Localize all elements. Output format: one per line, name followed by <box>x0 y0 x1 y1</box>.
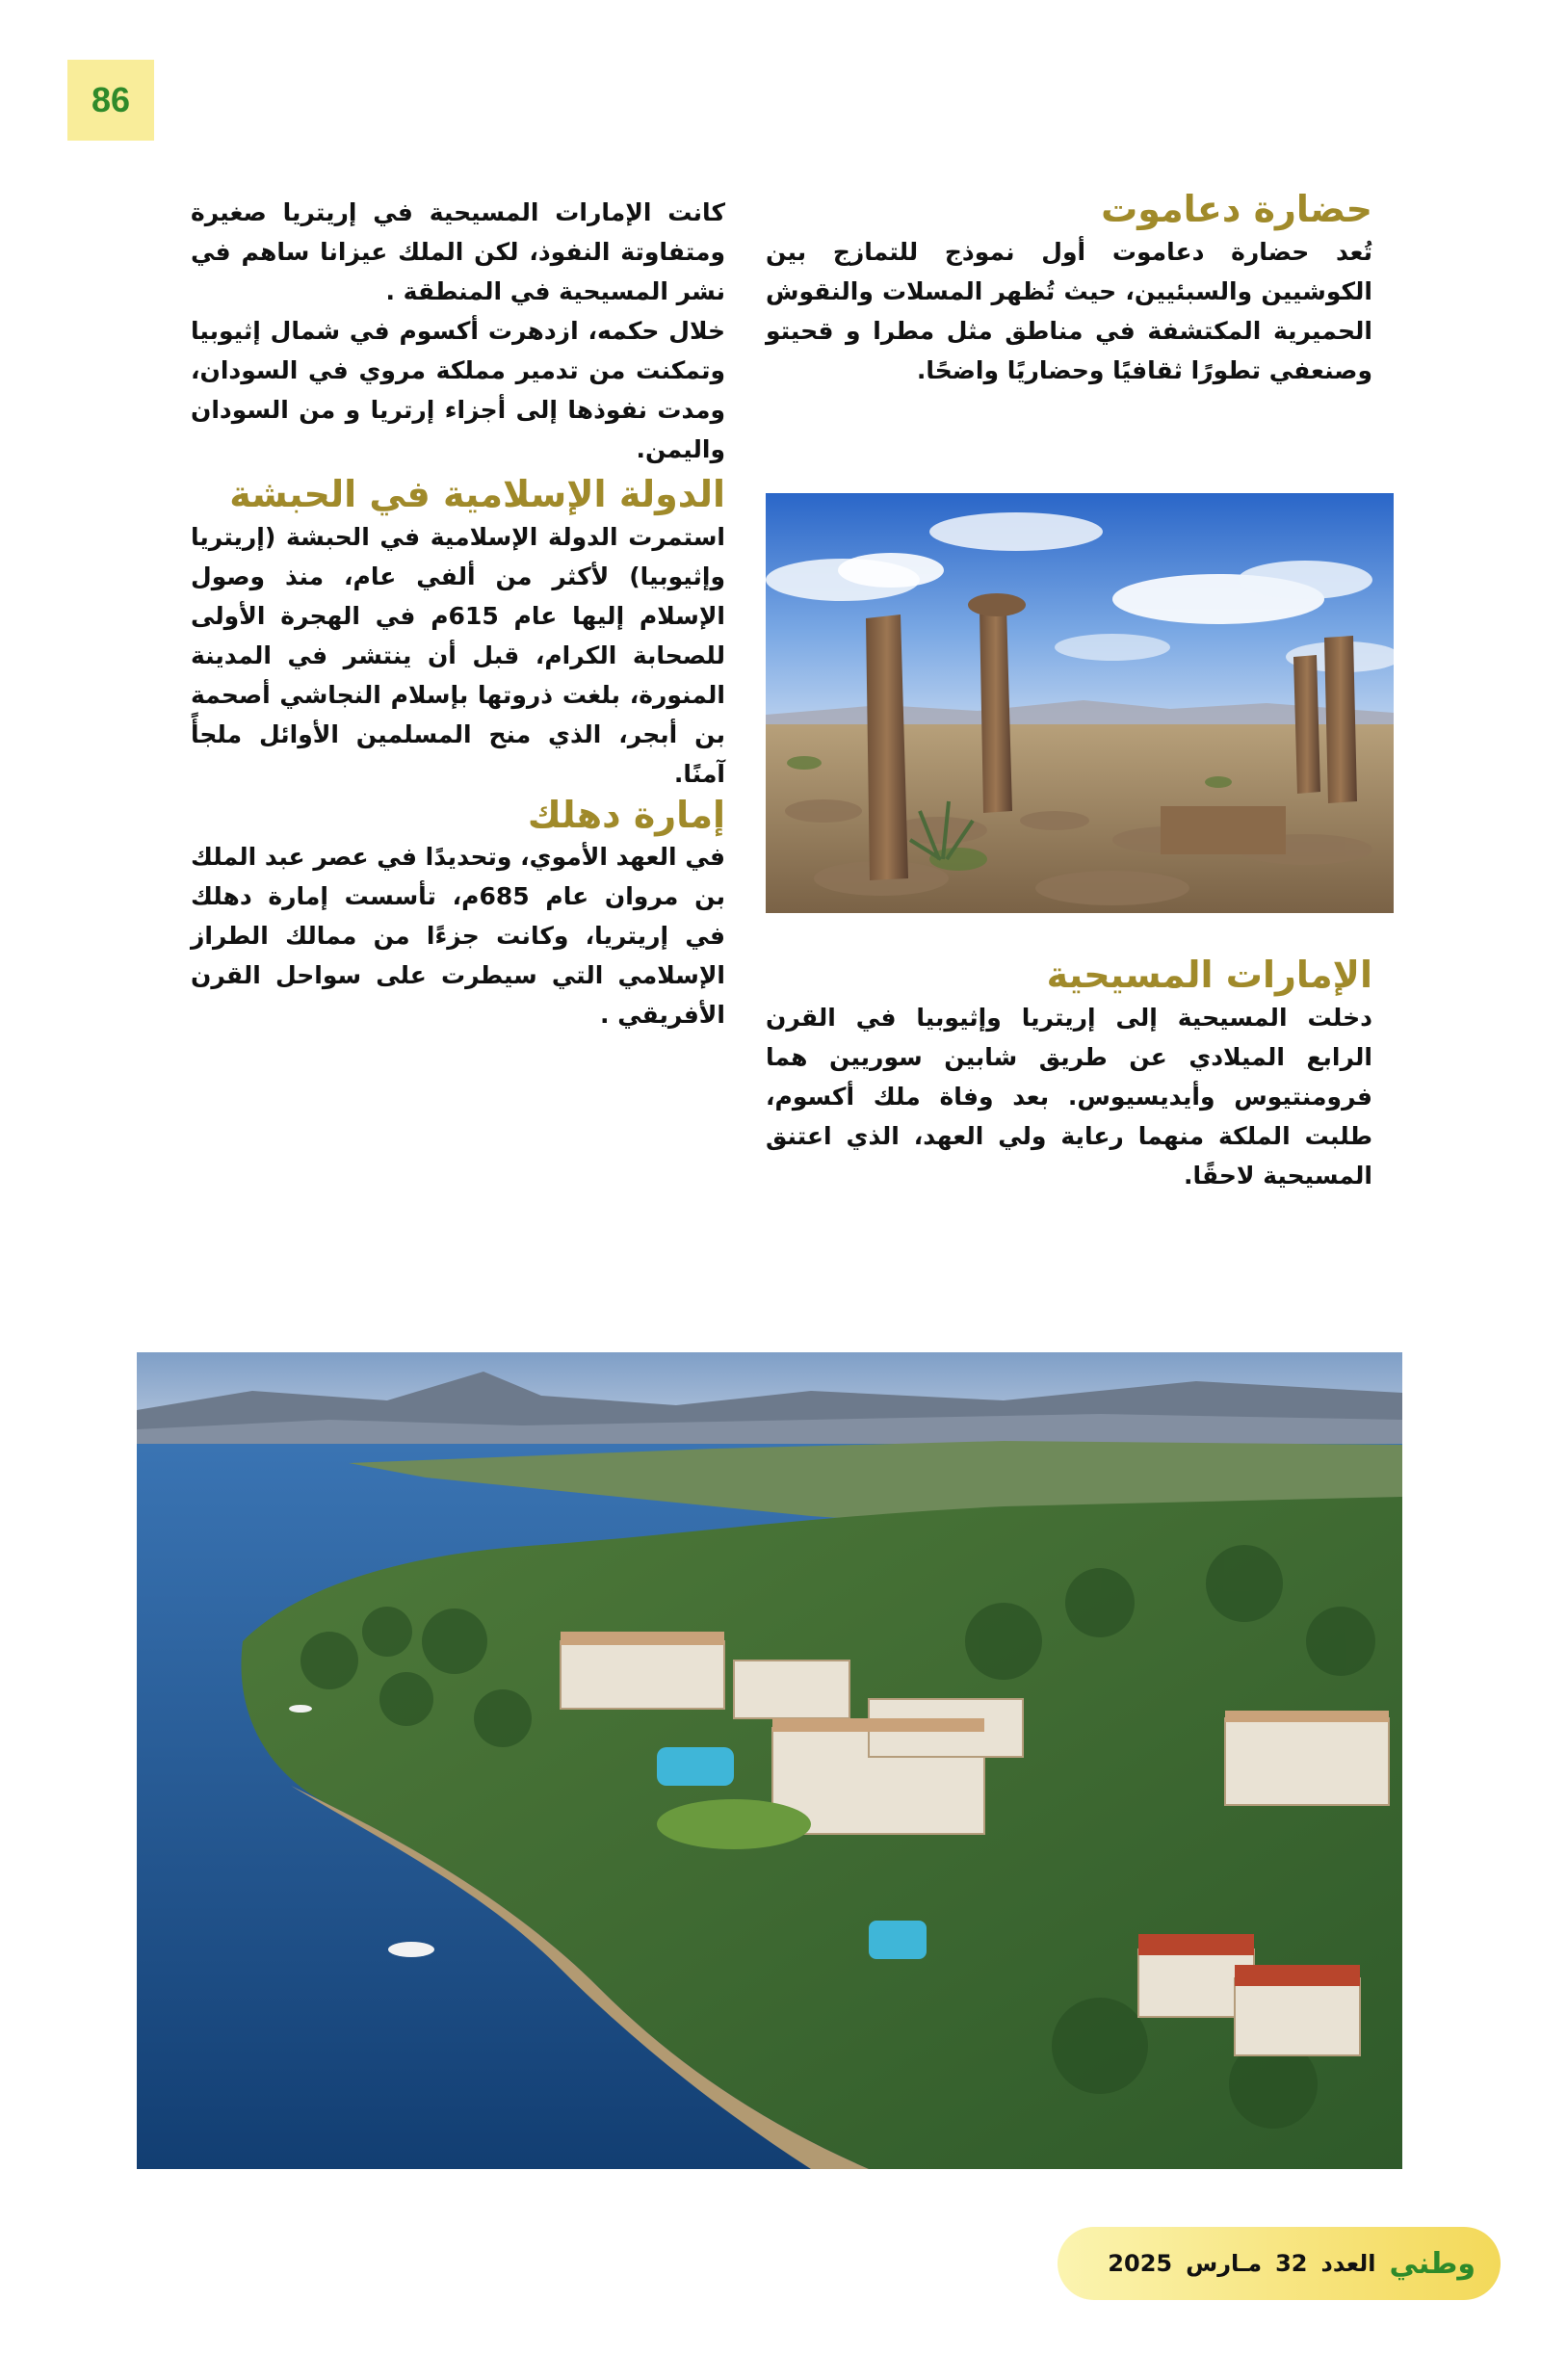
section-title-islamic: الدولة الإسلامية في الحبشة <box>229 473 725 515</box>
section-body-islamic: استمرت الدولة الإسلامية في الحبشة (إريتريا وإثيوبيا) لأكثر من ألفي عام، منذ وصول الإسلام إليها عام 615م في الهجرة الأولى للصحابة الكرام، قبل أن ينتشر في المدينة المنورة، بلغت ذروتها بإسلام النجاشي أصحمة بن أبجر، الذي منح المسلمين الأوائل ملجأً آمنًا. <box>191 522 726 788</box>
section-title-christian: الإمارات المسيحية <box>1046 954 1372 996</box>
footer-issue-bar <box>1058 2227 1501 2300</box>
section-body-daamot: تُعد حضارة دعاموت أول نموذج للتمازج بين الكوشيين والسبئيين، حيث تُظهر المسلات والنقوش الحميرية المكتشفة في مناطق مثل مطرا و قحيتو وصنعفي تطورًا ثقافيًا وحضاريًا واضحًا. <box>766 237 1372 384</box>
left-column <box>191 193 725 1034</box>
section-title-daamot: حضارة دعاموت <box>1101 188 1372 230</box>
section-title-dahlak: إمارة دهلك <box>527 793 725 836</box>
page-number: 86 <box>67 60 154 141</box>
issue-label: العدد <box>1320 2250 1376 2277</box>
section-body-dahlak: في العهد الأموي، وتحديدًا في عصر عبد الملك بن مروان عام 685م، تأسست إمارة دهلك في إريتريا، وكانت جزءًا من ممالك الطراز الإسلامي التي سيطرت على سواحل القرن الأفريقي . <box>191 843 725 1030</box>
section-christian <box>766 954 1372 1195</box>
issue-year: 2025 <box>1108 2250 1173 2277</box>
magazine-brand: وطني <box>1389 2246 1476 2281</box>
christian-continued-p1: كانت الإمارات المسيحية في إريتريا صغيرة ومتفاوتة النفوذ، لكن الملك عيزانا ساهم في نشر المسيحية في المنطقة . <box>191 198 725 305</box>
aerial-resort-photo <box>137 1352 1402 2169</box>
christian-continued-p2: خلال حكمه، ازدهرت أكسوم في شمال إثيوبيا وتمكنت من تدمير مملكة مروي في السودان، ومدت نفوذها إلى أجزاء إرتريا و من السودان واليمن. <box>191 317 725 463</box>
section-daamot <box>766 188 1372 390</box>
issue-month: مـارس <box>1186 2250 1263 2277</box>
ruins-photo <box>766 493 1394 913</box>
section-body-christian: دخلت المسيحية إلى إريتريا وإثيوبيا في القرن الرابع الميلادي عن طريق شابين سوريين هما فرومنتيوس وأيديسيوس. بعد وفاة ملك أكسوم، طلبت الملكة منهما رعاية ولي العهد، الذي اعتنق المسيحية لاحقًا. <box>766 1003 1372 1190</box>
issue-number: 32 <box>1275 2250 1308 2277</box>
